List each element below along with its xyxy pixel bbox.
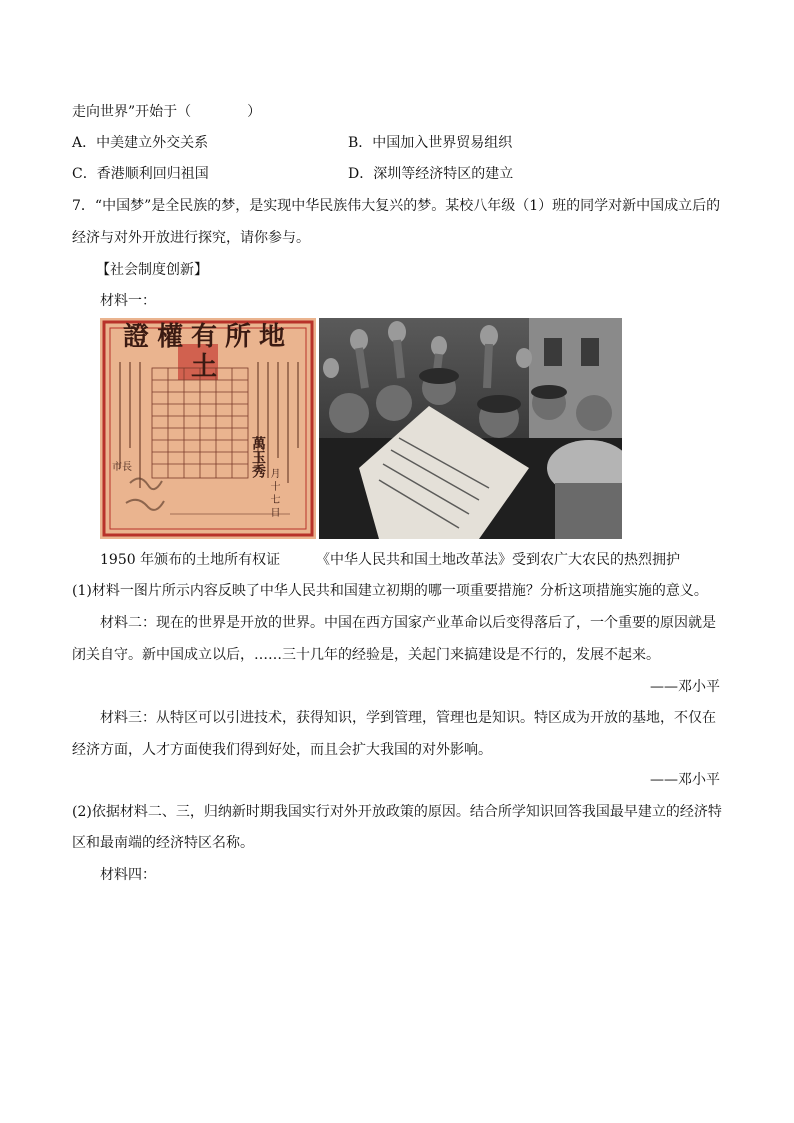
option-d: D．深圳等经济特区的建立 [348,166,514,182]
sub-question-2-line2: 区和最南端的经济特区名称。 [72,835,254,851]
certificate-city-official: 市長 [112,462,132,473]
sub-question-1: (1)材料一图片所示内容反映了中华人民共和国建立初期的哪一项重要措施？分析这项措施实施的意义。 [72,583,708,599]
certificate-date-tail: 月十七日 [268,468,279,520]
section-title: 【社会制度创新】 [96,262,208,278]
land-certificate-image [100,318,316,539]
caption-right: 《中华人民共和国土地改革法》受到农广大农民的热烈拥护 [316,552,680,568]
option-b: B．中国加入世界贸易组织 [348,135,513,151]
certificate-heading: 證權有所地土 [122,322,293,382]
option-c: C．香港顺利回归祖国 [72,166,209,182]
question-6-stem-tail: 走向世界”开始于（ ） [72,104,262,120]
material2-line2: 闭关自守。新中国成立以后，……三十几年的经验是，关起门来搞建设是不行的，发展不起来。 [72,647,660,663]
certificate-owner-name: 萬玉秀 [250,436,266,478]
caption-left: 1950 年颁布的土地所有权证 [100,552,281,568]
option-a: A．中美建立外交关系 [72,135,209,151]
question-7-intro-line2: 经济与对外开放进行探究，请你参与。 [72,230,310,246]
material3-line1: 材料三：从特区可以引进技术，获得知识，学到管理，管理也是知识。特区成为开放的基地，不仅在 [100,710,716,726]
sub-question-2-line1: (2)依据材料二、三，归纳新时期我国实行对外开放政策的原因。结合所学知识回答我国最早建立的经济特 [72,804,722,820]
material2-source: ——邓小平 [650,679,720,695]
land-reform-crowd-photo [319,318,622,539]
material2-line1: 材料二：现在的世界是开放的世界。中国在西方国家产业革命以后变得落后了，一个重要的原因就是 [100,615,716,631]
question-7-intro-line1: 7．“中国梦”是全民族的梦，是实现中华民族伟大复兴的梦。某校八年级（1）班的同学对新中国成立后的 [72,198,721,214]
crowd-photo-drawing [319,318,622,539]
material4-label: 材料四： [100,867,156,883]
material1-label: 材料一： [100,293,156,309]
material3-line2: 经济方面，人才方面使我们得到好处，而且会扩大我国的对外影响。 [72,742,492,758]
material3-source: ——邓小平 [650,772,720,788]
